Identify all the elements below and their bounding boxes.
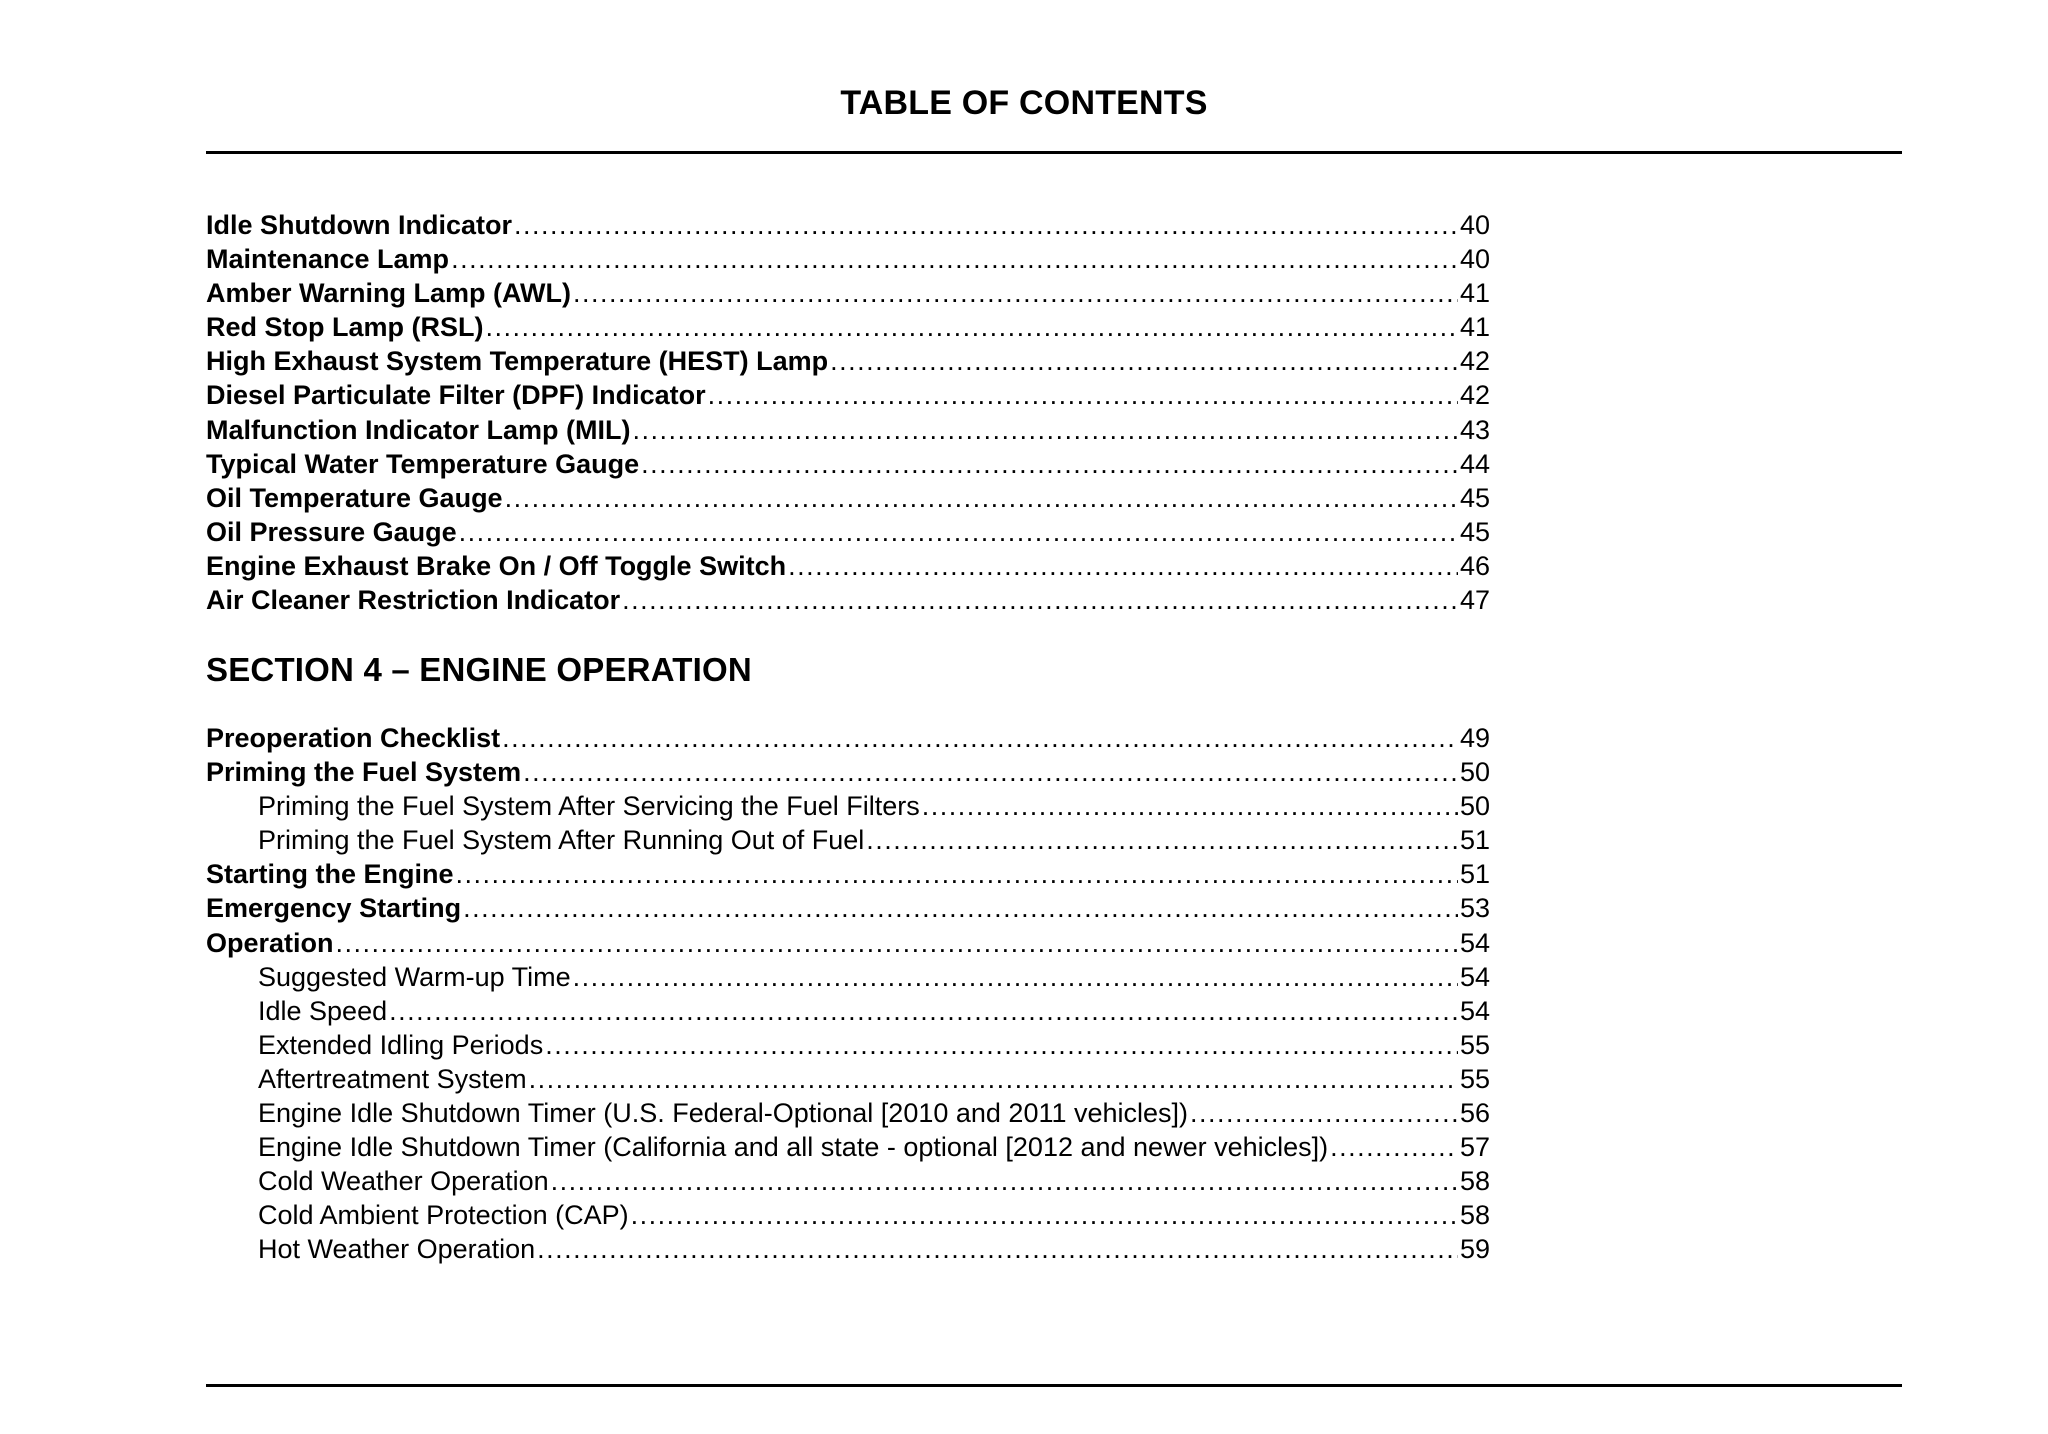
toc-page-number: 40 [1459,210,1490,240]
toc-entry-title: Air Cleaner Restriction Indicator [206,585,621,616]
toc-entry-title: Aftertreatment System [258,1063,527,1094]
dot-leader [830,344,1458,378]
dot-leader [537,1232,1458,1266]
toc-page-number: 45 [1459,482,1490,513]
toc-entry[interactable] [206,344,1490,378]
toc-page-number: 55 [1459,1063,1490,1094]
toc-page-number: 50 [1459,791,1490,822]
toc-page-number: 40 [1459,244,1490,275]
toc-page-number: 46 [1459,550,1490,581]
toc-entry[interactable] [206,481,1490,515]
dot-leader [551,1164,1458,1198]
toc-page-number: 58 [1459,1200,1490,1231]
toc-entry-title: Hot Weather Operation [258,1234,536,1265]
dot-leader [573,276,1458,310]
dot-leader [505,481,1458,515]
dot-leader [459,515,1458,549]
toc-entry-title: Malfunction Indicator Lamp (MIL) [206,414,631,445]
dot-leader [514,208,1458,242]
toc-page-number: 56 [1459,1098,1490,1129]
toc-page-number: 43 [1459,414,1490,445]
toc-entry-title: Cold Weather Operation [258,1166,549,1197]
toc-entry-title: Extended Idling Periods [258,1029,544,1060]
toc-page-number: 59 [1459,1234,1490,1265]
toc-page-number: 50 [1459,757,1490,788]
toc-page-number: 54 [1459,995,1490,1026]
toc-entry[interactable] [206,515,1490,549]
toc-entry-title: Idle Speed [258,995,388,1026]
toc-entry-title: Suggested Warm-up Time [258,961,571,992]
section-heading: SECTION 4 – ENGINE OPERATION [206,651,752,688]
toc-list-section-3 [206,208,1490,617]
toc-entry[interactable] [206,413,1490,447]
toc-subentry[interactable] [206,823,1490,857]
toc-entry-title: Priming the Fuel System [206,757,522,788]
toc-page-number: 55 [1459,1029,1490,1060]
dot-leader [389,994,1458,1028]
toc-subentry[interactable] [206,1198,1490,1232]
toc-entry[interactable] [206,447,1490,481]
toc-subentry[interactable] [206,789,1490,823]
toc-subentry[interactable] [206,960,1490,994]
toc-entry[interactable] [206,549,1490,583]
dot-leader [632,413,1457,447]
toc-entry[interactable] [206,926,1490,960]
toc-entry-title: Amber Warning Lamp (AWL) [206,278,571,309]
toc-entry-title: Operation [206,927,334,958]
toc-subentry[interactable] [206,1062,1490,1096]
toc-page-number: 41 [1459,278,1490,309]
toc-entry[interactable] [206,755,1490,789]
toc-page-number: 42 [1459,346,1490,377]
toc-entry-title: Cold Ambient Protection (CAP) [258,1200,629,1231]
toc-page-number: 44 [1459,448,1490,479]
toc-entry[interactable] [206,310,1490,344]
dot-leader [336,926,1458,960]
header-divider [206,151,1902,154]
toc-entry-title: Engine Exhaust Brake On / Off Toggle Switch [206,550,787,581]
toc-entry[interactable] [206,378,1490,412]
toc-subentry[interactable] [206,1232,1490,1266]
toc-subentry[interactable] [206,1164,1490,1198]
toc-entry-title: Oil Temperature Gauge [206,482,503,513]
toc-entry[interactable] [206,857,1490,891]
toc-page-number: 54 [1459,961,1490,992]
toc-entry[interactable] [206,276,1490,310]
toc-page-number: 51 [1459,825,1490,856]
toc-entry[interactable] [206,208,1490,242]
toc-page-number: 47 [1459,585,1490,616]
toc-page-number: 53 [1459,893,1490,924]
dot-leader [529,1062,1458,1096]
toc-entry-title: Engine Idle Shutdown Timer (California and all state - optional [2012 and newer vehicles]) [258,1132,1329,1163]
toc-page-number: 58 [1459,1166,1490,1197]
dot-leader [502,721,1458,755]
toc-page-number: 45 [1459,516,1490,547]
dot-leader [451,242,1458,276]
page-title: TABLE OF CONTENTS [840,84,1208,122]
dot-leader [631,1198,1458,1232]
toc-entry[interactable] [206,583,1490,617]
dot-leader [523,755,1458,789]
toc-entry[interactable] [206,242,1490,276]
toc-page-number: 49 [1459,723,1490,753]
toc-subentry[interactable] [206,1096,1490,1130]
dot-leader [708,378,1458,412]
toc-entry-title: Red Stop Lamp (RSL) [206,312,484,343]
toc-entry-title: Preoperation Checklist [206,723,501,753]
toc-entry-title: Diesel Particulate Filter (DPF) Indicator [206,380,706,411]
dot-leader [573,960,1458,994]
dot-leader [788,549,1458,583]
dot-leader [922,789,1458,823]
toc-entry-title: Priming the Fuel System After Servicing the Fuel Filters [258,791,920,822]
toc-subentry[interactable] [206,1028,1490,1062]
toc-entry-title: Starting the Engine [206,859,454,890]
dot-leader [1330,1130,1458,1164]
dot-leader [866,823,1458,857]
toc-page-number: 54 [1459,927,1490,958]
dot-leader [545,1028,1458,1062]
toc-entry-title: Engine Idle Shutdown Timer (U.S. Federal-Optional [2010 and 2011 vehicles]) [258,1098,1189,1129]
toc-page-number: 51 [1459,859,1490,890]
footer-divider [206,1384,1902,1387]
toc-entry-title: Maintenance Lamp [206,244,450,275]
toc-entry[interactable] [206,891,1490,925]
dot-leader [641,447,1458,481]
toc-entry-title: Priming the Fuel System After Running Out of Fuel [258,825,865,856]
toc-subentry[interactable] [206,1130,1490,1164]
dot-leader [1190,1096,1458,1130]
dot-leader [463,891,1458,925]
toc-entry-title: Idle Shutdown Indicator [206,210,512,240]
toc-entry-title: Typical Water Temperature Gauge [206,448,640,479]
toc-page-number: 57 [1459,1132,1490,1163]
toc-entry-title: Oil Pressure Gauge [206,516,457,547]
toc-entry-title: High Exhaust System Temperature (HEST) Lamp [206,346,829,377]
dot-leader [486,310,1458,344]
dot-leader [622,583,1458,617]
toc-list-section-4 [206,721,1490,1267]
toc-page-number: 42 [1459,380,1490,411]
toc-subentry[interactable] [206,994,1490,1028]
toc-page-number: 41 [1459,312,1490,343]
dot-leader [456,857,1458,891]
toc-entry[interactable] [206,721,1490,755]
toc-entry-title: Emergency Starting [206,893,462,924]
